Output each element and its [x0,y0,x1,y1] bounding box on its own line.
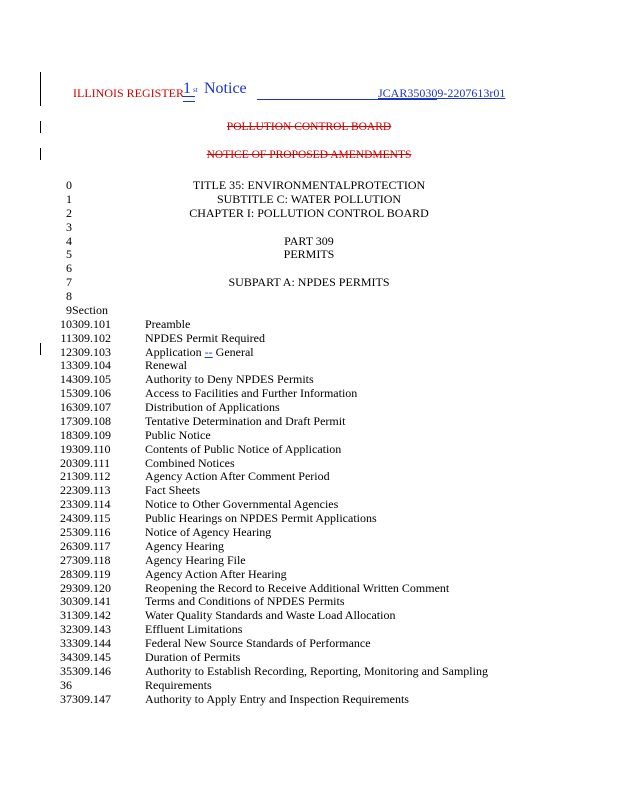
register-title: ILLINOIS REGISTER [73,86,184,100]
section-number: 309.118 [72,552,111,567]
section-title: Agency Action After Comment Period [145,469,330,484]
section-row [0,414,618,428]
title-line [0,247,618,261]
section-title: Agency Action After Hearing [145,566,287,581]
section-title: Terms and Conditions of NPDES Permits [145,594,345,609]
title-line [0,234,618,248]
section-row [0,581,618,595]
line-number: 31 [60,608,72,623]
section-number: 309.111 [72,455,111,470]
title-line [0,192,618,206]
section-number: 309.105 [72,372,111,387]
line-number: 27 [60,552,72,567]
section-title: Authority to Establish Recording, Reporting, Monitoring and Sampling [145,663,488,678]
section-number: 309.107 [72,400,111,415]
section-number: 309.145 [72,649,111,664]
section-number: 309.102 [72,330,111,345]
line-number: 5 [66,247,72,262]
section-row [0,497,618,511]
line-number: 24 [60,511,72,526]
section-row [0,386,618,400]
title-text: CHAPTER I: POLLUTION CONTROL BOARD [189,205,429,220]
line-number: 6 [66,261,72,276]
section-title: Public Hearings on NPDES Permit Applications [145,511,377,526]
section-number: 309.115 [72,511,111,526]
section-number: 309.142 [72,608,111,623]
title-line [0,275,618,289]
section-title: Requirements [145,677,212,692]
line-number: 29 [60,580,72,595]
line-number: 3 [66,219,72,234]
section-row [0,400,618,414]
line-number: 12 [60,344,72,359]
section-title: Notice to Other Governmental Agencies [145,497,339,512]
line-number: 21 [60,469,72,484]
line-number: 10 [60,316,72,331]
section-title: Authority to Deny NPDES Permits [145,372,314,387]
line-number: 14 [60,372,72,387]
line-number: 0 [66,178,72,192]
section-row [0,650,618,664]
section-number: 309.103 [72,344,111,359]
line-number: 26 [60,538,72,553]
line-number: 28 [60,566,72,581]
section-number: 309.114 [72,497,111,512]
section-row [0,636,618,650]
section-title: Authority to Apply Entry and Inspection Requirements [145,691,409,706]
section-row [0,692,618,706]
section-number: 309.144 [72,636,111,651]
section-title: Agency Hearing [145,538,224,553]
inserted-dash: -- [204,344,213,359]
title-text: SUBTITLE C: WATER POLLUTION [216,191,402,206]
section-number: 309.117 [72,538,111,553]
title-line [0,206,618,220]
title-text: SUBPART A: NPDES PERMITS [228,275,390,290]
section-row [0,428,618,442]
section-number: 309.109 [72,427,111,442]
section-title: Application -- General [145,344,254,359]
section-title: Access to Facilities and Further Information [145,386,358,401]
section-number: 309.141 [72,594,111,609]
section-title: Reopening the Record to Receive Additional Written Comment [145,580,450,595]
line-number: 13 [60,358,72,373]
line-number: 11 [60,330,72,345]
section-row [0,345,618,359]
section-title: Federal New Source Standards of Performance [145,636,371,651]
section-row [0,553,618,567]
section-row [0,331,618,345]
line-number: 22 [60,483,72,498]
line-number: 30 [60,594,72,609]
section-row [0,456,618,470]
notice-label: Notice [204,80,247,97]
line-number: 17 [60,413,72,428]
section-row [0,608,618,622]
title-text: TITLE 35: ENVIRONMENTALPROTECTION [192,178,426,192]
section-number: 309.101 [72,316,111,331]
section-row [0,622,618,636]
jcar-code: JCAR350309-2207613r01 [378,86,506,100]
revision-bar [40,72,41,106]
section-title: NPDES Permit Required [145,330,265,345]
line-number: 1 [66,191,72,206]
line-number: 4 [66,233,72,248]
title-text: PART 309 [284,233,334,248]
title-line [0,178,618,192]
line-number: 36 [60,677,72,692]
section-row [0,539,618,553]
register-header [73,82,533,108]
section-row [0,442,618,456]
section-number: 309.147 [72,691,111,706]
line-number: 20 [60,455,72,470]
section-title: Fact Sheets [145,483,200,498]
section-row [0,511,618,525]
page-number: 1 [183,80,191,97]
line-number: 7 [66,275,72,290]
line-number: 9 [66,302,72,317]
section-title: Effluent Limitations [145,622,243,637]
line-number: 32 [60,622,72,637]
section-title: Preamble [145,316,191,331]
section-number: 309.112 [72,469,111,484]
section-header-row [0,303,618,317]
struck-agency-heading: POLLUTION CONTROL BOARD [226,121,392,133]
section-row [0,525,618,539]
title-line [0,289,618,303]
section-title: Agency Hearing File [145,552,246,567]
section-number: 309.119 [72,566,111,581]
section-header: Section [72,302,108,317]
line-number: 23 [60,497,72,512]
section-number: 309.146 [72,663,111,678]
line-number: 15 [60,386,72,401]
section-title: Public Notice [145,427,211,442]
section-number: 309.108 [72,413,111,428]
line-number: 2 [66,205,72,220]
section-row [0,372,618,386]
section-title: Duration of Permits [145,649,241,664]
section-number: 309.120 [72,580,111,595]
section-title: Tentative Determination and Draft Permit [145,413,346,428]
section-title: Notice of Agency Hearing [145,525,272,539]
section-row [0,358,618,372]
section-title: Combined Notices [145,455,235,470]
section-number: 309.116 [72,525,111,539]
struck-notice-heading: NOTICE OF PROPOSED AMENDMENTS [206,149,412,161]
section-title: Contents of Public Notice of Application [145,441,342,456]
section-row [0,567,618,581]
section-title: Renewal [145,358,187,373]
section-row [0,594,618,608]
section-row [0,664,618,678]
section-row [0,317,618,331]
line-number: 35 [60,663,72,678]
title-text: PERMITS [283,247,335,262]
line-number: 33 [60,636,72,651]
page-number-superscript: st [193,86,198,94]
section-number: 309.110 [72,441,111,456]
section-row [0,678,618,692]
line-number: 19 [60,441,72,456]
section-number: 309.104 [72,358,111,373]
line-number: 37 [60,691,72,706]
section-title: Water Quality Standards and Waste Load Allocation [145,608,396,623]
line-number: 8 [66,289,72,304]
section-row [0,483,618,497]
line-number: 34 [60,649,72,664]
double-underline-mark [183,96,195,102]
section-row [0,469,618,483]
line-number: 25 [60,525,72,539]
line-number: 18 [60,427,72,442]
section-title: Distribution of Applications [145,400,280,415]
title-line [0,261,618,275]
section-number: 309.143 [72,622,111,637]
title-line [0,220,618,234]
line-number: 16 [60,400,72,415]
section-number: 309.113 [72,483,111,498]
section-number: 309.106 [72,386,111,401]
